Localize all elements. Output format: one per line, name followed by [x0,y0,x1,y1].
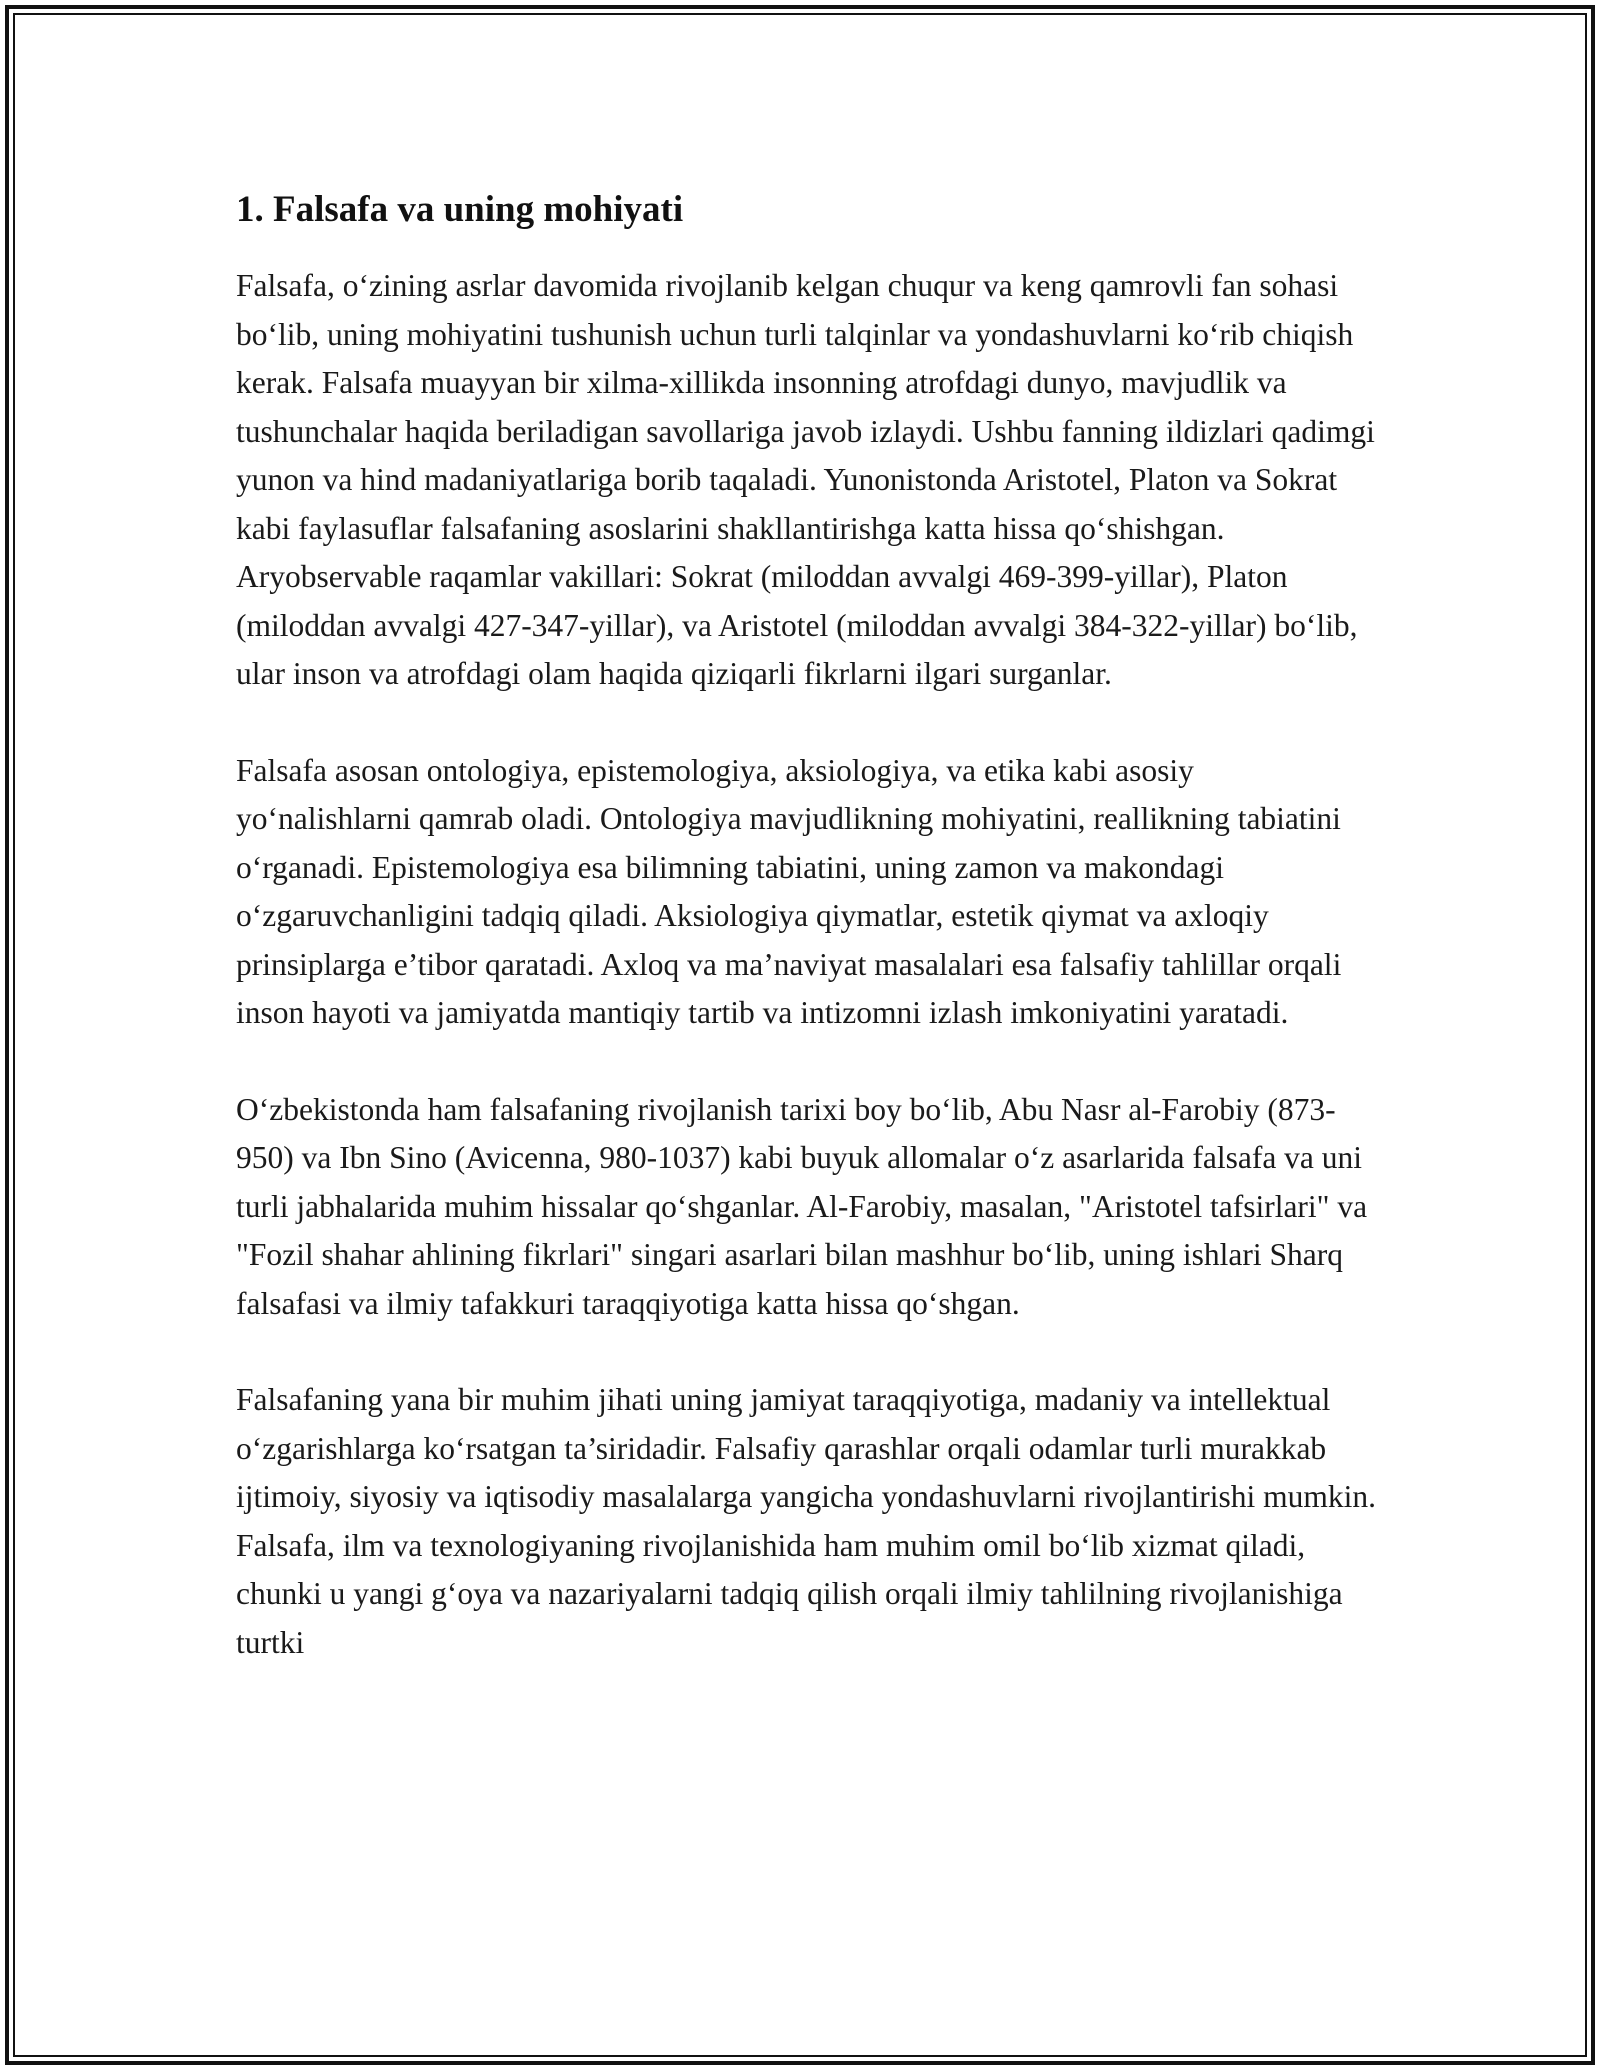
paragraph-2: Falsafa asosan ontologiya, epistemologiya, aksiologiya, va etika kabi asosiy yo‘nalishlarni qamrab oladi. Ontologiya mavjudlikning mohiyatini, reallikning tabiatini o‘rganadi. Epistemologiya esa bilimning tabiatini, uning zamon va makondagi o‘zgaruvchanligini tadqiq qiladi. Aksiologiya qiymatlar, estetik qiymat va axloqiy prinsiplarga e’tibor qaratadi. Axloq va ma’naviyat masalalari esa falsafiy tahlillar orqali inson hayoti va jamiyatda mantiqiy tartib va intizomni izlash imkoniyatini yaratadi. [236,752,1342,1030]
document-body [236,186,1376,1715]
section-heading: 1. Falsafa va uning mohiyati [236,189,684,230]
paragraph-1: Falsafa, o‘zining asrlar davomida rivojlanib kelgan chuqur va keng qamrovli fan sohasi bo‘lib, uning mohiyatini tushunish uchun turli talqinlar va yondashuvlarni ko‘rib chiqish kerak. Falsafa muayyan bir xilma-xillikda insonning atrofdagi dunyo, mavjudlik va tushunchalar haqida beriladigan savollariga javob izlaydi. Ushbu fanning ildizlari qadimgi yunon va hind madaniyatlariga borib taqaladi. Yunonistonda Aristotel, Platon va Sokrat kabi faylasuflar falsafaning asoslarini shakllantirishga katta hissa qo‘shishgan. Aryobservable raqamlar vakillari: Sokrat (miloddan avvalgi 469-399-yillar), Platon (miloddan avvalgi 427-347-yillar), va Aristotel (miloddan avvalgi 384-322-yillar) bo‘lib, ular inson va atrofdagi olam haqida qiziqarli fikrlarni ilgari surganlar. [236,268,1375,691]
paragraph-4: Falsafaning yana bir muhim jihati uning jamiyat taraqqiyotiga, madaniy va intellektual o‘zgarishlarga ko‘rsatgan ta’siridadir. Falsafiy qarashlar orqali odamlar turli murakkab ijtimoiy, siyosiy va iqtisodiy masalalarga yangicha yondashuvlarni rivojlantirishi mumkin. Falsafa, ilm va texnologiyaning rivojlanishida ham muhim omil bo‘lib xizmat qiladi, chunki u yangi g‘oya va nazariyalarni tadqiq qilish orqali ilmiy tahlilning rivojlanishiga turtki [236,1382,1376,1660]
paragraph-3: O‘zbekistonda ham falsafaning rivojlanish tarixi boy bo‘lib, Abu Nasr al-Farobiy (873-950) va Ibn Sino (Avicenna, 980-1037) kabi buyuk allomalar o‘z asarlarida falsafa va uni turli jabhalarida muhim hissalar qo‘shganlar. Al-Farobiy, masalan, "Aristotel tafsirlari" va "Fozil shahar ahlining fikrlari" singari asarlari bilan mashhur bo‘lib, uning ishlari Sharq falsafasi va ilmiy tafakkuri taraqqiyotiga katta hissa qo‘shgan. [236,1091,1368,1321]
